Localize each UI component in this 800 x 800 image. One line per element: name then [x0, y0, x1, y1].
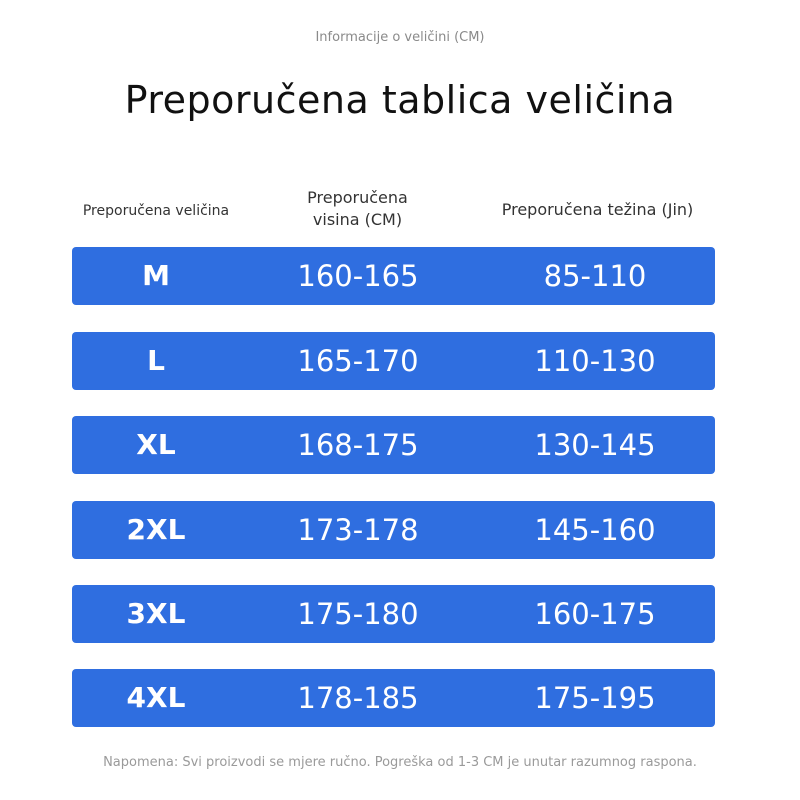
- height-cell: 173-178: [297, 513, 419, 547]
- table-row: [72, 247, 715, 305]
- weight-cell: 145-160: [534, 513, 656, 547]
- weight-cell: 85-110: [543, 259, 647, 293]
- height-cell: 175-180: [297, 597, 419, 631]
- page-title: Preporučena tablica veličina: [124, 78, 676, 122]
- table-row: [72, 585, 715, 643]
- size-cell: XL: [136, 428, 176, 461]
- size-info-subtitle: Informacije o veličini (CM): [315, 30, 485, 45]
- size-cell: 3XL: [126, 597, 186, 630]
- table-row: [72, 416, 715, 474]
- size-cell: M: [142, 259, 170, 292]
- table-row: [72, 332, 715, 390]
- size-cell: 2XL: [126, 513, 186, 546]
- size-cell: 4XL: [126, 681, 186, 714]
- table-row: [72, 501, 715, 559]
- column-header-weight: Preporučena težina (Jin): [501, 200, 694, 219]
- weight-cell: 110-130: [534, 344, 656, 378]
- table-row: [72, 669, 715, 727]
- weight-cell: 160-175: [534, 597, 656, 631]
- column-header-height: [270, 187, 445, 231]
- measurement-note: Napomena: Svi proizvodi se mjere ručno. Pogreška od 1-3 CM je unutar razumnog raspona.: [103, 755, 697, 770]
- size-cell: L: [147, 344, 165, 377]
- weight-cell: 175-195: [534, 681, 656, 715]
- height-cell: 178-185: [297, 681, 419, 715]
- height-cell: 160-165: [297, 259, 419, 293]
- height-cell: 168-175: [297, 428, 419, 462]
- column-header-height-line2: visina (CM): [312, 210, 403, 229]
- column-header-height-line1: Preporučena: [307, 188, 408, 207]
- weight-cell: 130-145: [534, 428, 656, 462]
- column-header-size: Preporučena veličina: [82, 203, 230, 219]
- height-cell: 165-170: [297, 344, 419, 378]
